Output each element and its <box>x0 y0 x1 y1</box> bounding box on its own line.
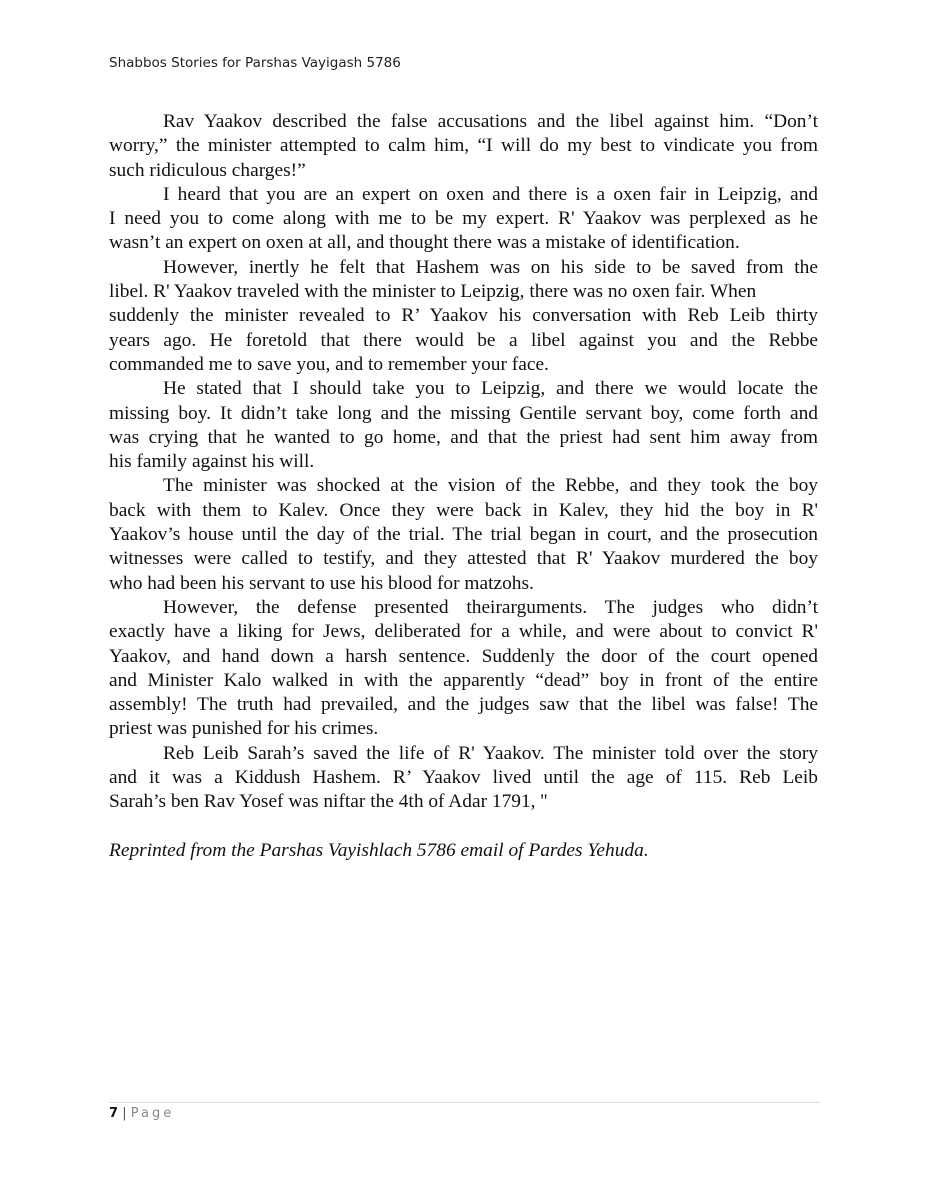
paragraph-line: commanded me to save you, and to remember your face. <box>109 353 549 375</box>
paragraph-line: The minister was shocked at the vision of the Rebbe, and they took the boy <box>163 475 818 497</box>
paragraph <box>109 110 818 183</box>
paragraph-line: wasn’t an expert on oxen at all, and thought there was a mistake of identification. <box>109 232 740 254</box>
reprint-note: Reprinted from the Parshas Vayishlach 5786 email of Pardes Yehuda. <box>109 839 649 861</box>
paragraph-line: was crying that he wanted to go home, and that the priest had sent him away from <box>109 426 818 448</box>
paragraph-line: years ago. He foretold that there would be a libel against you and the Rebbe <box>109 329 818 351</box>
paragraph-line: suddenly the minister revealed to R’ Yaakov his conversation with Reb Leib thirty <box>109 305 818 327</box>
document-body <box>109 110 818 863</box>
story-paragraphs <box>109 110 818 815</box>
paragraph-line: and it was a Kiddush Hashem. R’ Yaakov lived until the age of 115. Reb Leib <box>109 767 818 789</box>
paragraph-line: He stated that I should take you to Leipzig, and there we would locate the <box>163 378 818 400</box>
page-label: Page <box>130 1106 175 1121</box>
running-header: Shabbos Stories for Parshas Vayigash 5786 <box>109 55 401 71</box>
paragraph-line: witnesses were called to testify, and they attested that R' Yaakov murdered the boy <box>109 548 818 570</box>
paragraph-line: Yaakov’s house until the day of the trial. The trial began in court, and the prosecution <box>109 524 818 546</box>
paragraph <box>109 742 818 815</box>
paragraph-line: Rav Yaakov described the false accusations and the libel against him. “Don’t <box>163 111 818 132</box>
paragraph <box>109 377 818 474</box>
paragraph-line: assembly! The truth had prevailed, and the judges saw that the libel was false! The <box>109 694 818 716</box>
paragraph-line: libel. R' Yaakov traveled with the minister to Leipzig, there was no oxen fair. When <box>109 281 757 303</box>
paragraph-line: his family against his will. <box>109 451 315 473</box>
page-footer <box>109 1106 174 1121</box>
paragraph-line: Reb Leib Sarah’s saved the life of R' Yaakov. The minister told over the story <box>163 742 818 764</box>
paragraph <box>109 474 818 595</box>
footer-divider <box>109 1102 820 1103</box>
paragraph-line: worry,” the minister attempted to calm him, “I will do my best to vindicate you from <box>109 135 818 157</box>
paragraph-line: Sarah’s ben Rav Yosef was niftar the 4th of Adar 1791, '' <box>109 791 548 813</box>
footer-separator: | <box>122 1106 127 1121</box>
paragraph <box>109 183 818 256</box>
paragraph-line: However, the defense presented theirarguments. The judges who didn’t <box>163 596 818 618</box>
page-number: 7 <box>109 1106 119 1121</box>
paragraph <box>109 256 818 377</box>
paragraph-line: and Minister Kalo walked in with the apparently “dead” boy in front of the entire <box>109 669 818 691</box>
paragraph-line: I need you to come along with me to be my expert. R' Yaakov was perplexed as he <box>109 208 818 230</box>
paragraph-line: priest was punished for his crimes. <box>109 718 379 740</box>
paragraph-line: back with them to Kalev. Once they were back in Kalev, they hid the boy in R' <box>109 499 818 521</box>
paragraph-line: exactly have a liking for Jews, deliberated for a while, and were about to convict R' <box>109 621 818 643</box>
paragraph-line: missing boy. It didn’t take long and the missing Gentile servant boy, come forth and <box>109 402 818 424</box>
paragraph-line: such ridiculous charges!” <box>109 159 306 181</box>
paragraph-line: who had been his servant to use his blood for matzohs. <box>109 572 534 594</box>
paragraph <box>109 596 818 742</box>
paragraph-line: Yaakov, and hand down a harsh sentence. Suddenly the door of the court opened <box>109 645 818 667</box>
paragraph-line: However, inertly he felt that Hashem was on his side to be saved from the <box>163 256 818 278</box>
paragraph-line: I heard that you are an expert on oxen and there is a oxen fair in Leipzig, and <box>163 183 818 205</box>
